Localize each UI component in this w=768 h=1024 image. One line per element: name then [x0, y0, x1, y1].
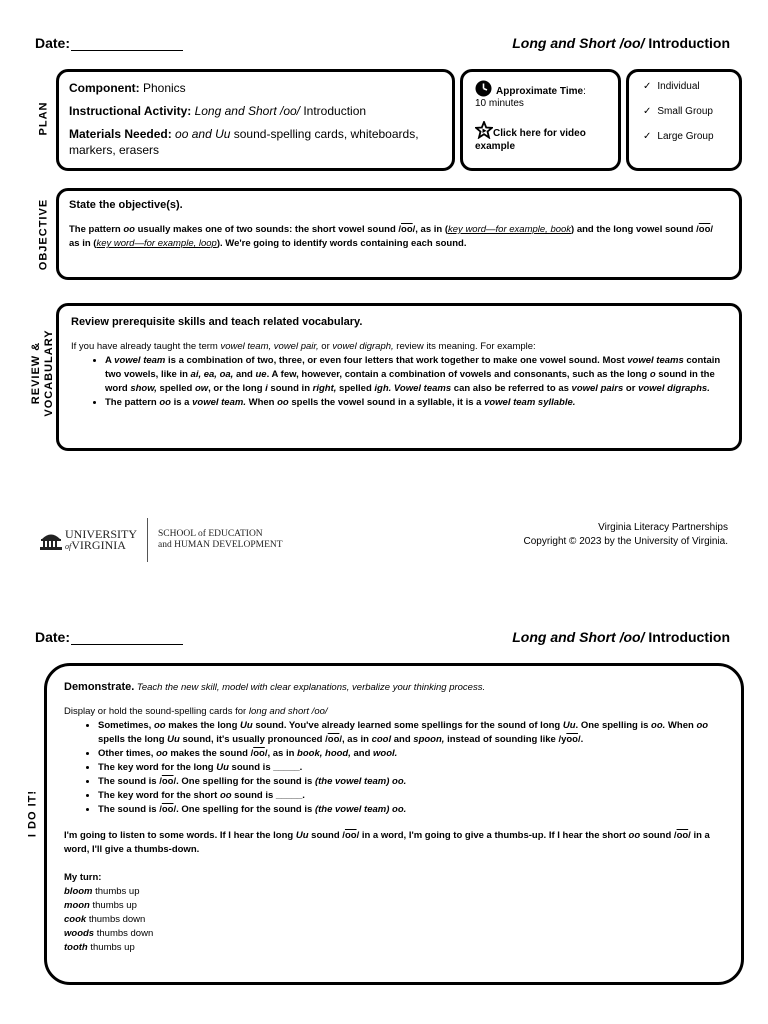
review-heading: Review prerequisite skills and teach related vocabulary. — [71, 316, 363, 328]
check-icon: ✓ — [643, 106, 652, 117]
objective-text: The pattern oo usually makes one of two sounds: the short vowel sound $/\overline{oo}/$, as in (key word—for example, book) and the long vowel sound $/\overline{oo}/$ as in (key word—for example, loop). We're going to identify words containing each sound. — [69, 224, 714, 249]
plan-box — [56, 69, 455, 171]
school-name-1: SCHOOL of EDUCATION — [158, 529, 263, 539]
check-icon: ✓ — [643, 131, 652, 142]
footer-copyright: Virginia Literacy Partnerships Copyright © 2023 by the University of Virginia. — [523, 522, 728, 547]
listen-paragraph: I'm going to listen to some words. If I hear the long Uu sound $/\overline{oo}/$ in a word, I'm going to give a thumbs-up. If I hear the short oo sound $/\overline{oo}/$ in a word, I'll give a thumbs-down. — [64, 830, 710, 855]
time-box: Approximate Time: 10 minutes Click here for video example — [460, 69, 621, 171]
list-item: • A vowel team is a combination of two, three, or even four letters that work together to make one vowel sound. Most vowel teams contain two vowels, like in ai, ea, oa, and ue. A few, however, contain a combination of vowels and consonants, such as the long o sound in the word show, spelled ow, or the long i sound in right, spelled igh. Vowel teams can also be referred to as vowel pairs or vowel digraphs. — [105, 354, 725, 396]
page-title-2: Long and Short /oo/ Introduction — [512, 629, 730, 645]
materials-line: Materials Needed: oo and Uu sound-spelling cards, whiteboards, markers, erasers — [69, 127, 419, 157]
activity-line: Instructional Activity: Long and Short /oo/ Introduction — [69, 104, 367, 118]
review-intro: If you have already taught the term vowel team, vowel pair, or vowel digraph, review its meaning. For example: — [71, 341, 536, 352]
group-large[interactable]: ✓ Large Group — [643, 131, 714, 142]
list-item: • The sound is $/\overline{oo}/$. One spelling for the sound is (the vowel team) oo. — [98, 803, 723, 817]
uva-name-1: UNIVERSITY — [65, 526, 137, 541]
objective-heading: State the objective(s). — [69, 199, 183, 211]
review-box — [56, 303, 742, 451]
list-item: • Other times, oo makes the sound $/\overline{oo}/$, as in book, hood, and wool. — [98, 747, 723, 761]
review-list — [71, 354, 725, 410]
title-italic: Long and Short /oo/ — [512, 35, 645, 51]
demo-heading: Demonstrate. Teach the new skill, model with clear explanations, verbalize your thinking process. — [64, 681, 486, 693]
demonstrate-box — [44, 663, 744, 985]
logo-divider — [147, 518, 148, 562]
list-item: moon thumbs up — [64, 900, 137, 911]
school-name-2: and HUMAN DEVELOPMENT — [158, 540, 283, 550]
date-field-2[interactable] — [35, 629, 183, 645]
list-item: • The key word for the short oo sound is _____. — [98, 789, 723, 803]
objective-label: OBJECTIVE — [37, 198, 50, 271]
list-item: bloom thumbs up — [64, 886, 140, 897]
date-label: Date: — [35, 35, 71, 51]
display-line: Display or hold the sound-spelling cards for long and short /oo/ — [64, 706, 328, 717]
list-item: • The key word for the long Uu sound is _____. — [98, 761, 723, 775]
date-field[interactable] — [35, 35, 183, 51]
component-line: Component: Phonics — [69, 81, 186, 95]
word-list — [64, 885, 723, 955]
review-label: REVIEW & VOCABULARY — [30, 329, 55, 417]
list-item: woods thumbs down — [64, 928, 154, 939]
list-item: • The pattern oo is a vowel team. When oo spells the vowel sound in a syllable, it is a vowel team syllable. — [105, 396, 725, 410]
rotunda-icon — [40, 530, 62, 550]
clock-icon — [475, 80, 492, 97]
date-line[interactable] — [71, 630, 183, 645]
group-box — [626, 69, 742, 171]
video-star-icon — [475, 121, 493, 139]
list-item: tooth thumbs up — [64, 942, 135, 953]
my-turn-label: My turn: — [64, 872, 102, 883]
date-label: Date: — [35, 629, 71, 645]
check-icon: ✓ — [643, 81, 652, 92]
title-rest: Introduction — [644, 35, 730, 51]
plan-label: PLAN — [37, 101, 50, 136]
time-label: Approximate Time — [496, 86, 584, 97]
i-do-it-label: I DO IT! — [26, 789, 39, 838]
group-individual[interactable]: ✓ Individual — [643, 81, 700, 92]
video-link[interactable]: Click here for video example — [475, 121, 615, 153]
uva-logo: UNIVERSITY ofVIRGINIA SCHOOL of EDUCATION and HUMAN DEVELOPMENT — [40, 518, 283, 562]
group-small[interactable]: ✓ Small Group — [643, 106, 713, 117]
list-item: • The sound is $/\overline{oo}/$. One spelling for the sound is (the vowel team) oo. — [98, 775, 723, 789]
page-title — [512, 35, 730, 51]
demo-list — [64, 719, 723, 817]
list-item: • Sometimes, oo makes the long Uu sound. You've already learned some spellings for the sound of long Uu. One spelling is oo. When oo spells the long Uu sound, it's usually pronounced $/\overline{oo}/$, as in cool and spoon, instead of sounding like $/y\overline{oo}/$. — [98, 719, 723, 747]
objective-box — [56, 188, 742, 280]
time-value: 10 minutes — [475, 98, 524, 109]
list-item: cook thumbs down — [64, 914, 146, 925]
date-line[interactable] — [71, 36, 183, 51]
uva-name-2: VIRGINIA — [71, 537, 126, 552]
